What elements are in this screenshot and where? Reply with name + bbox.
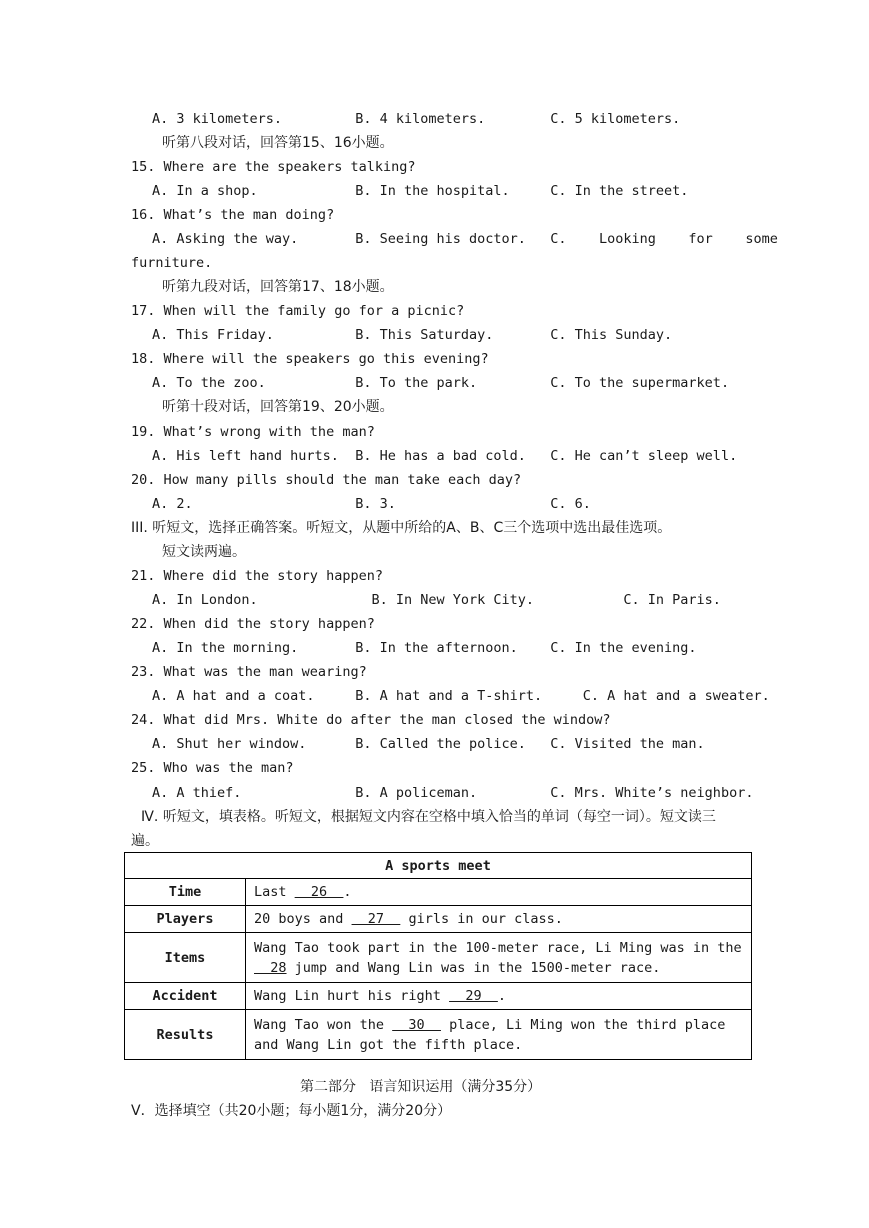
answer-blank: 30	[392, 1016, 441, 1033]
text-line: A. Shut her window. B. Called the police. C. Visited the man.	[152, 736, 705, 752]
row-label: Accident	[125, 983, 246, 1010]
row-text: girls in our class.	[400, 911, 563, 927]
table-row	[125, 1010, 752, 1060]
row-label: Players	[125, 906, 246, 933]
text-line: A. 3 kilometers. B. 4 kilometers. C. 5 kilometers.	[152, 111, 681, 127]
row-label: Results	[125, 1010, 246, 1060]
row-text: place, Li Ming won the third place and Wang Lin got the fifth place.	[254, 1016, 726, 1053]
answer-blank: 28	[254, 959, 287, 976]
row-text: .	[343, 884, 352, 900]
text-line: 19. What’s wrong with the man?	[131, 424, 375, 440]
text-line: furniture.	[131, 255, 213, 271]
text-line: 16. What’s the man doing?	[131, 207, 335, 223]
text-line: A. A hat and a coat. B. A hat and a T-shirt. C. A hat and a sweater.	[152, 688, 770, 704]
row-value	[246, 983, 752, 1010]
text-line: 21. Where did the story happen?	[131, 568, 383, 584]
text-line: A. 2. B. 3. C. 6.	[152, 496, 591, 512]
text-line: 20. How many pills should the man take each day?	[131, 472, 522, 488]
row-text: .	[497, 988, 506, 1004]
row-value	[246, 1010, 752, 1060]
sports-meet-table	[124, 852, 752, 1060]
text-line: 第二部分 语言知识运用（满分35分）	[300, 1079, 542, 1095]
text-line: A. To the zoo. B. To the park. C. To the supermarket.	[152, 375, 730, 391]
table-title: A sports meet	[125, 853, 752, 879]
table-row	[125, 983, 752, 1010]
row-label: Items	[125, 933, 246, 983]
text-line: A. His left hand hurts. B. He has a bad cold. C. He can’t sleep well.	[152, 448, 738, 464]
text-line: 18. Where will the speakers go this evening?	[131, 351, 489, 367]
row-text: Wang Tao took part in the 100-meter race, Li Ming was in the	[254, 939, 742, 956]
table-row	[125, 879, 752, 906]
text-line: 15. Where are the speakers talking?	[131, 159, 416, 175]
text-line: A. This Friday. B. This Saturday. C. This Sunday.	[152, 327, 673, 343]
row-text: Wang Lin hurt his right	[254, 988, 450, 1004]
row-text: jump and Wang Lin was in the 1500-meter race.	[286, 959, 661, 976]
row-value	[246, 879, 752, 906]
row-label: Time	[125, 879, 246, 906]
text-line: 短文读两遍。	[162, 544, 246, 560]
text-line: A. In London. B. In New York City. C. In Paris.	[152, 592, 721, 608]
text-line: A. In the morning. B. In the afternoon. C. In the evening.	[152, 640, 697, 656]
text-line: 听第九段对话，回答第17、18小题。	[162, 279, 394, 295]
text-line: Ⅳ. 听短文，填表格。听短文，根据短文内容在空格中填入恰当的单词（每空一词）。短文读三	[141, 809, 716, 825]
text-line: III. 听短文，选择正确答案。听短文，从题中所给的A、B、C三个选项中选出最佳选项。	[131, 520, 672, 536]
table-body	[125, 879, 752, 1060]
text-line: V．选择填空（共20小题；每小题1分，满分20分）	[131, 1103, 452, 1119]
text-line: A. Asking the way. B. Seeing his doctor. C. Looking for some	[152, 231, 778, 247]
text-line: 遍。	[131, 833, 159, 849]
row-value	[246, 906, 752, 933]
answer-blank: 27	[351, 911, 401, 927]
text-line: 听第十段对话，回答第19、20小题。	[162, 399, 394, 415]
table-row	[125, 933, 752, 983]
text-line: 23. What was the man wearing?	[131, 664, 367, 680]
text-line: A. In a shop. B. In the hospital. C. In the street.	[152, 183, 689, 199]
text-line: 17. When will the family go for a picnic?	[131, 303, 465, 319]
row-text: Last	[254, 884, 295, 900]
answer-blank: 29	[449, 988, 498, 1004]
text-line: A. A thief. B. A policeman. C. Mrs. White’s neighbor.	[152, 785, 754, 801]
table-row	[125, 906, 752, 933]
row-value	[246, 933, 752, 983]
row-text: Wang Tao won the	[254, 1016, 393, 1033]
answer-blank: 26	[294, 884, 344, 900]
text-line: 24. What did Mrs. White do after the man closed the window?	[131, 712, 611, 728]
text-line: 22. When did the story happen?	[131, 616, 375, 632]
text-line: 听第八段对话，回答第15、16小题。	[162, 135, 394, 151]
text-line: 25. Who was the man?	[131, 760, 294, 776]
row-text: 20 boys and	[254, 911, 352, 927]
